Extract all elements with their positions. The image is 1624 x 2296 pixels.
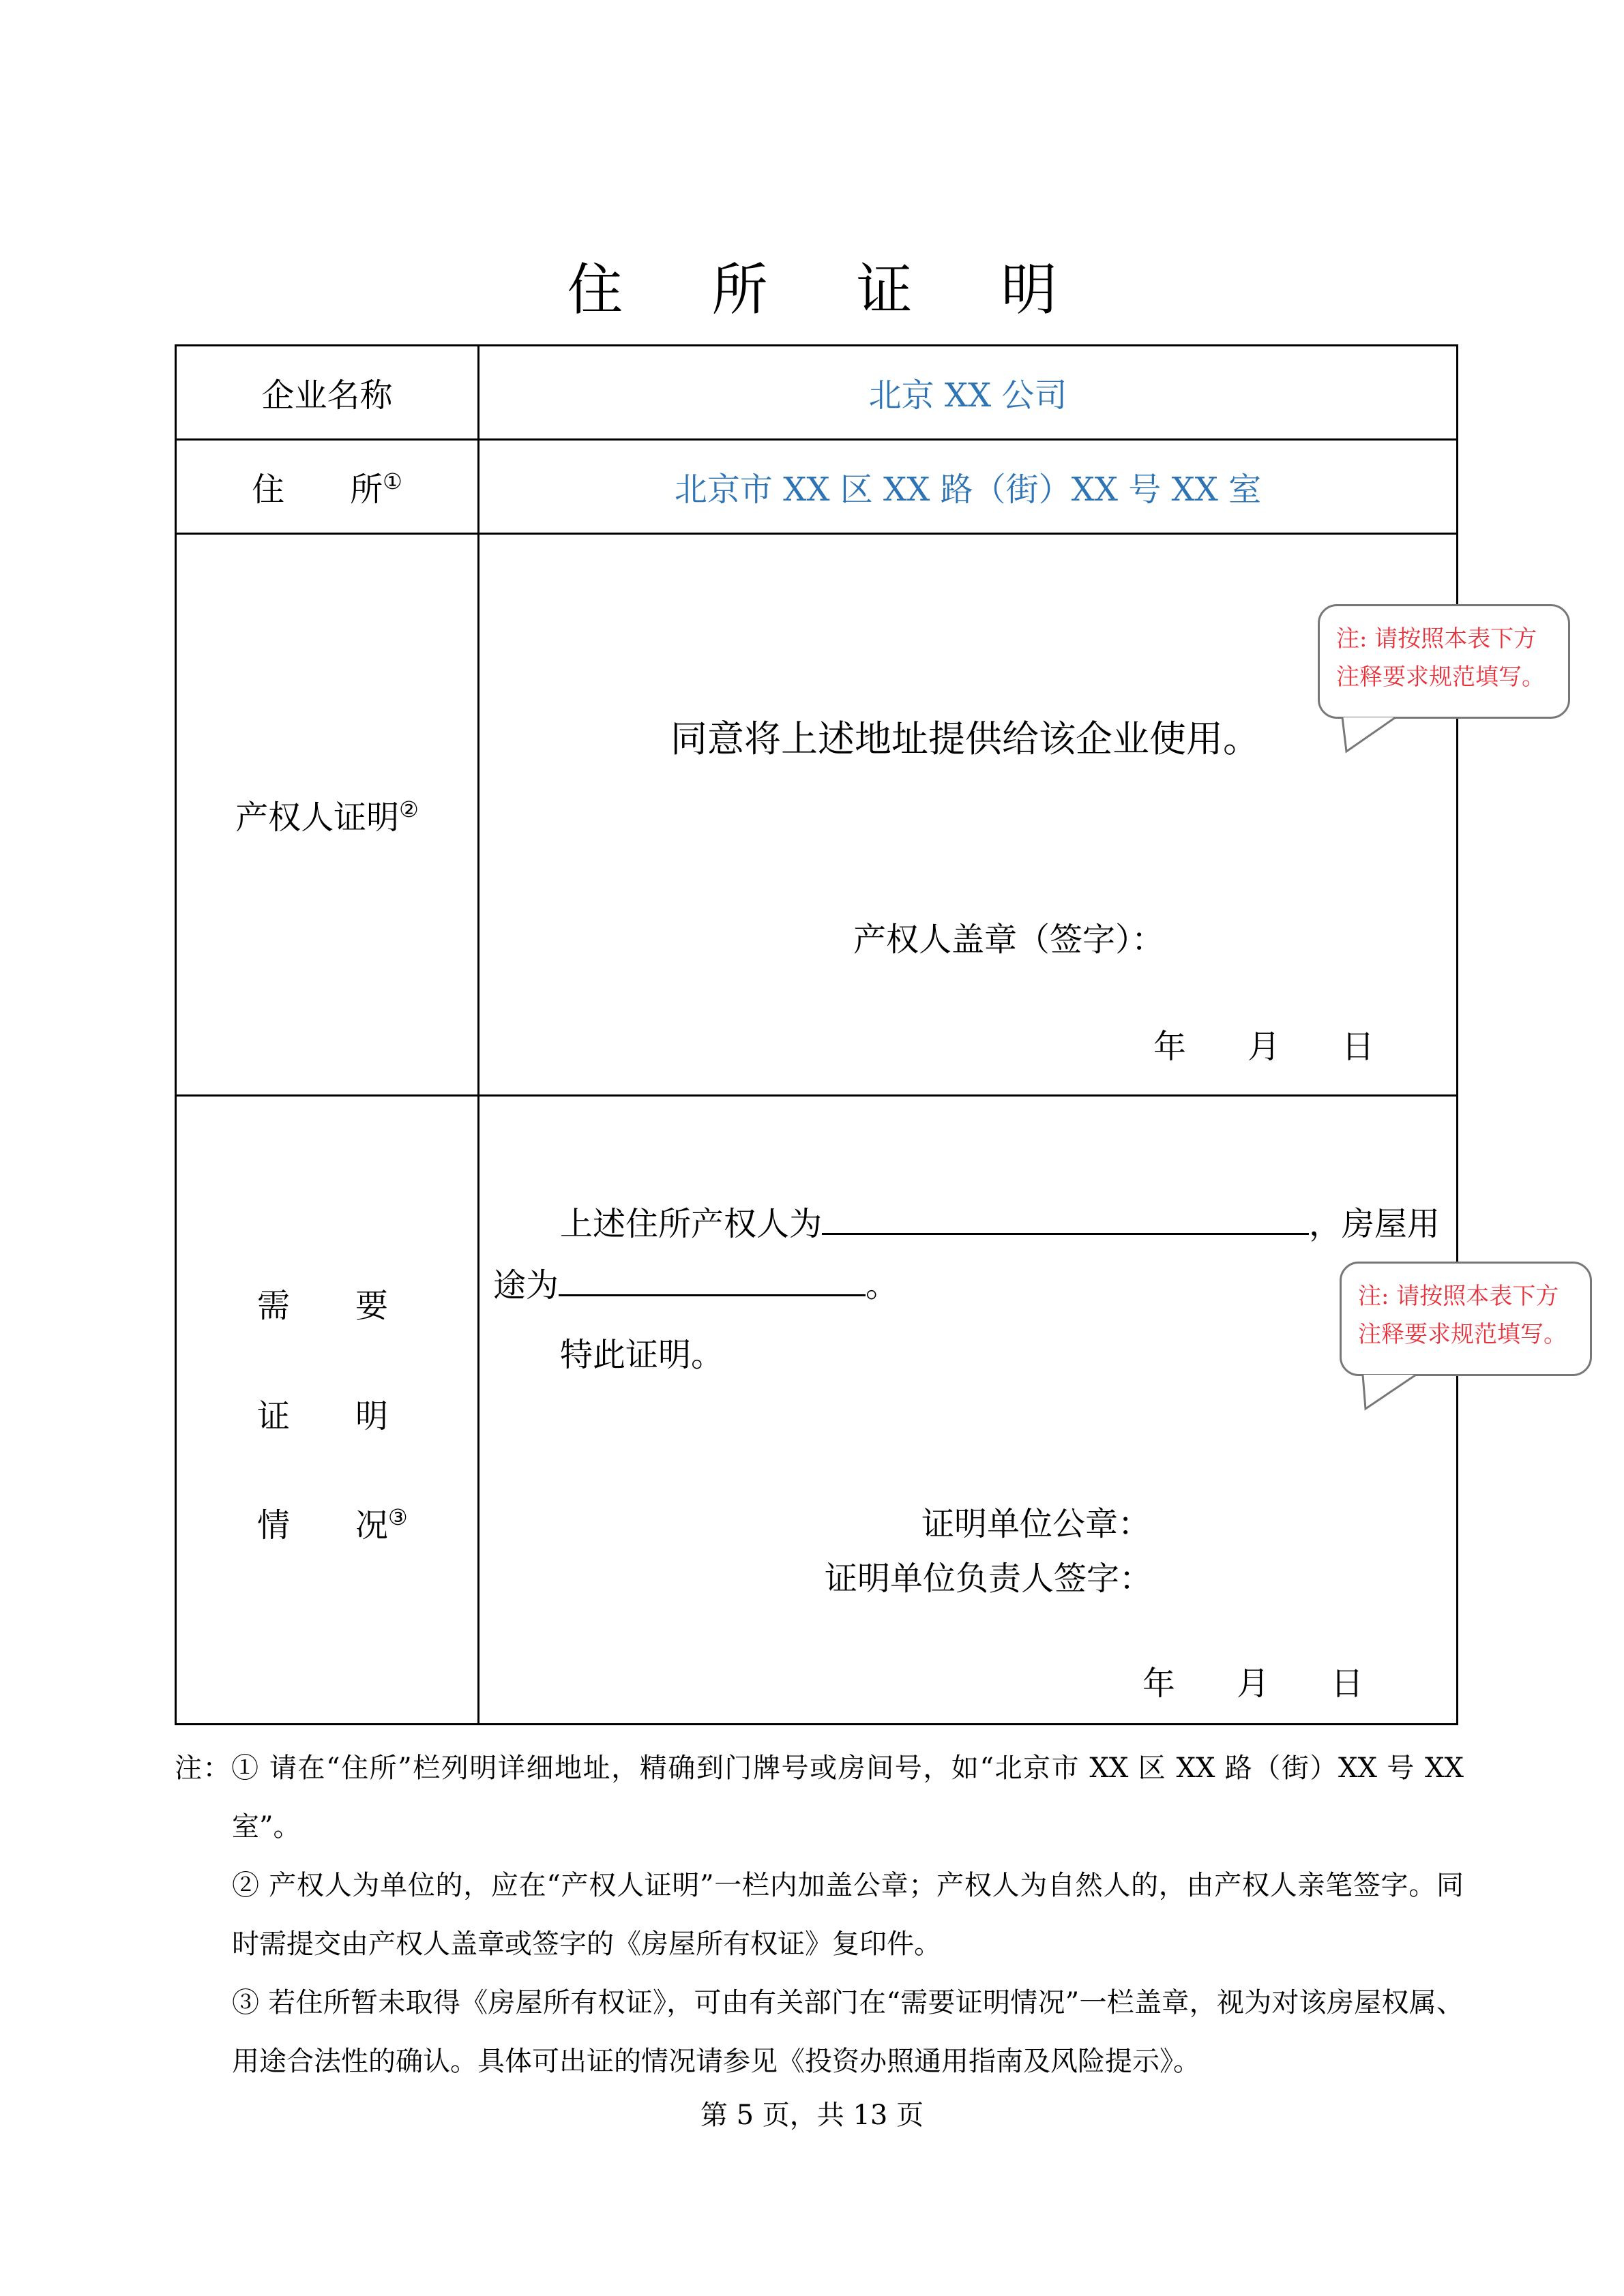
owner-note-mark: ② [399,796,419,822]
callout-tail-2 [1357,1373,1419,1421]
owner-name-blank[interactable] [822,1203,1309,1235]
address-note-mark: ① [383,468,402,494]
need-text-line-2: 途为 。 [493,1259,898,1306]
owner-date-month: 月 [1247,1028,1281,1066]
owner-date-year: 年 [1153,1028,1187,1066]
need-note-mark: ③ [388,1504,408,1530]
callout-note-1: 注: 请按照本表下方注释要求规范填写。 [1318,604,1570,719]
footnotes [175,1739,1464,2091]
callout-tail-1 [1337,716,1398,764]
address-label-char-2: 所 [350,471,383,509]
owner-date [1153,1020,1374,1067]
address-label-char-1: 住 [252,471,285,509]
residence-certificate-form [175,344,1458,1725]
owner-proof-cell[interactable] [479,534,1458,1096]
address-value[interactable]: 北京市 XX 区 XX 路（街）XX 号 XX 室 [479,440,1458,534]
house-use-blank[interactable] [559,1264,866,1296]
owner-seal-label: 产权人盖章（签字）： [853,921,1165,959]
row-need-proof [176,1096,1458,1725]
company-name-label: 企业名称 [176,346,479,440]
owner-consent-text: 同意将上述地址提供给该企业使用。 [670,717,1260,760]
need-proof-cell[interactable] [479,1096,1458,1725]
need-date: 年 月 日 [1142,1665,1364,1703]
row-company-name [176,346,1458,440]
owner-date-day: 日 [1342,1028,1375,1066]
callout-note-2: 注: 请按照本表下方注释要求规范填写。 [1340,1262,1592,1376]
row-address [176,440,1458,534]
footnote-1: 注：① 请在“住所”栏列明详细地址，精确到门牌号或房间号，如“北京市 XX 区 XX 路（街）XX 号 XX 室”。 [175,1753,1464,1843]
address-label [176,440,479,534]
owner-proof-label: 产权人证明② [176,534,479,1096]
need-seal-label: 证明单位公章： [921,1505,1151,1543]
need-sign-label: 证明单位负责人签字： [825,1560,1153,1598]
footnote-3: ③ 若住所暂未取得《房屋所有权证》，可由有关部门在“需要证明情况”一栏盖章，视为对该房屋权属、用途合法性的确认。具体可出证的情况请参见《投资办照通用指南及风险提示》。 [232,1987,1464,2077]
row-owner-proof [176,534,1458,1096]
need-text-line-1: 上述住所产权人为 ，房屋用 [560,1197,1440,1244]
need-proof-label: 需 要 证 明 情 况③ [176,1096,479,1725]
need-text-line-3: 特此证明。 [560,1336,724,1374]
page-title: 住 所 证 明 [567,258,1093,323]
company-name-value[interactable]: 北京 XX 公司 [479,346,1458,440]
page-number: 第 5 页，共 13 页 [700,2100,924,2131]
footnote-2: ② 产权人为单位的，应在“产权人证明”一栏内加盖公章；产权人为自然人的，由产权人亲笔签字。同时需提交由产权人盖章或签字的《房屋所有权证》复印件。 [232,1870,1464,1960]
